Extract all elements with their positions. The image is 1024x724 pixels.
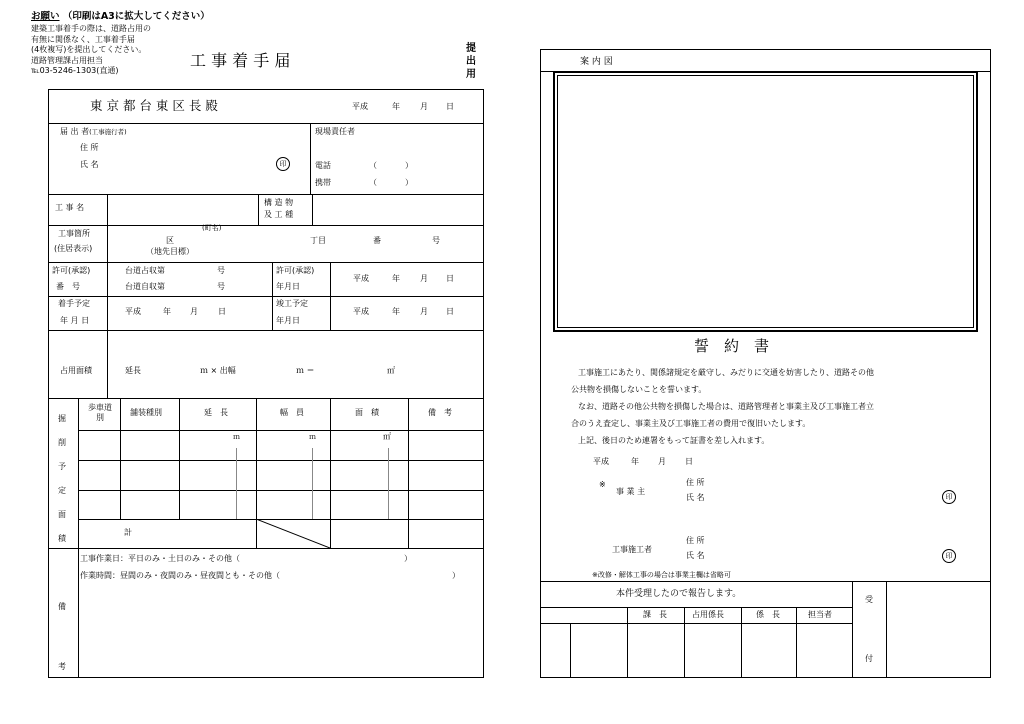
date-month: 月 xyxy=(420,102,428,111)
owner-label: 事 業 主 xyxy=(616,487,646,496)
applicant-label-text: 届 出 者 xyxy=(60,127,90,136)
excavation-side-char: 予 xyxy=(58,462,66,471)
mobile-label: 携帯 xyxy=(315,178,331,187)
submission-mark xyxy=(466,42,476,81)
remarks-side-char: 備 xyxy=(58,602,66,611)
permit-date-label: 許可(承認) xyxy=(276,266,315,275)
phone-paren-open: （ xyxy=(369,161,377,170)
contractor-name-label: 氏 名 xyxy=(686,551,705,560)
phone-label: 電話 xyxy=(315,161,331,170)
occupancy-label: 台道占収第 xyxy=(125,266,165,275)
date-era: 平成 xyxy=(352,102,368,111)
self-work-label: 台道自収第 xyxy=(125,282,165,291)
start-ymd-label: 年 月 日 xyxy=(60,316,90,325)
form-title: 工 事 着 手 届 xyxy=(190,51,291,70)
pledge-line: 工事施工にあたり、関係諸規定を厳守し、みだりに交通を妨害したり、道路その他 xyxy=(578,368,874,377)
submission-char: 出 xyxy=(466,56,476,67)
excavation-side-char: 定 xyxy=(58,486,66,495)
notice-line: 有無に関係なく、工事着手届 xyxy=(31,35,135,44)
remarks-side-label xyxy=(58,577,66,697)
area-sq-unit: ㎡ xyxy=(383,432,391,441)
pledge-line: 公共物を損傷しないことを誓います。 xyxy=(571,385,707,394)
notice-line: (4枚複写)を提出してください。 xyxy=(31,45,147,54)
applicant-label-sub: (工事施行者) xyxy=(89,128,127,136)
end-date-month: 月 xyxy=(420,307,428,316)
owner-note: ※改修・解体工事の場合は事業主欄は省略可 xyxy=(592,571,731,579)
chome-label: 丁目 xyxy=(310,236,326,245)
work-days-text: 工事作業日：平日のみ・土日のみ・その他（ xyxy=(80,554,240,563)
owner-mark: ※ xyxy=(599,480,606,489)
area-equals-label: ｍ ＝ xyxy=(296,366,315,375)
submission-char: 用 xyxy=(466,69,476,80)
notice-line: 道路管理課占用担当 xyxy=(31,56,103,65)
permit-date-year: 年 xyxy=(392,274,400,283)
excavation-side-char: 面 xyxy=(58,510,66,519)
receive-char: 受 xyxy=(865,595,873,604)
receipt-header: 係 長 xyxy=(756,610,780,619)
location-sub-label: (住居表示) xyxy=(54,244,93,253)
structure-label xyxy=(264,197,293,221)
column-header: 面 積 xyxy=(355,408,379,417)
application-form xyxy=(48,89,484,678)
pledge-title: 誓 約 書 xyxy=(694,337,770,355)
start-date-day: 日 xyxy=(218,307,226,316)
permit-ymd-label: 年月日 xyxy=(276,282,300,291)
end-date-era: 平成 xyxy=(353,307,369,316)
end-label: 竣工予定 xyxy=(276,299,308,308)
notice-title: お願い xyxy=(31,11,60,22)
column-header: 幅 員 xyxy=(280,408,304,417)
pledge-line: 合のうえ査定し、事業主及び工事施工者の費用で復旧いたします。 xyxy=(571,419,811,428)
start-date-year: 年 xyxy=(163,307,171,316)
applicant-label xyxy=(60,128,127,136)
date-year: 年 xyxy=(392,102,400,111)
contractor-address-label: 住 所 xyxy=(686,536,705,545)
width-unit: ｍ xyxy=(309,433,316,441)
landmark-label: （地先目標） xyxy=(146,247,194,256)
work-hours-close: ） xyxy=(452,571,460,580)
pledge-date-month: 月 xyxy=(658,457,666,466)
end-date-day: 日 xyxy=(446,307,454,316)
column-header: 歩車道別 xyxy=(88,403,112,422)
notice-subtitle: （印刷はA3に拡大してください） xyxy=(62,11,210,22)
addressee: 東 京 都 台 東 区 長 殿 xyxy=(90,98,218,113)
remarks-side-char: 考 xyxy=(58,662,66,671)
permit-date-day: 日 xyxy=(446,274,454,283)
permit-number-label: 番 号 xyxy=(56,282,80,291)
receipt-header: 占用係長 xyxy=(692,610,724,619)
pledge-date-era: 平成 xyxy=(593,457,609,466)
notice-line: 建築工事着手の際は、道路占用の xyxy=(31,24,151,33)
pledge-line: なお、道路その他公共物を損傷した場合は、道路管理者と事業主及び工事施工者立 xyxy=(578,402,874,411)
work-days-close: ） xyxy=(404,554,412,563)
column-header: 舗装種別 xyxy=(130,408,162,417)
permit-date-era: 平成 xyxy=(353,274,369,283)
location-label: 工事箇所 xyxy=(58,229,90,238)
go-label: 号 xyxy=(432,236,440,245)
area-width-label: ｍ × 出幅 xyxy=(200,366,236,375)
occupancy-go: 号 xyxy=(217,266,225,275)
end-ymd-label: 年月日 xyxy=(276,316,300,325)
construction-name-label: 工 事 名 xyxy=(55,203,85,212)
receipt-report: 本件受理したので報告します。 xyxy=(616,589,742,599)
contractor-label: 工事施工者 xyxy=(612,545,652,554)
permit-date-month: 月 xyxy=(420,274,428,283)
total-diagonal xyxy=(256,519,330,548)
start-date-month: 月 xyxy=(190,307,198,316)
structure-label-line: 構 造 物 xyxy=(264,198,294,207)
town-label: (町名) xyxy=(202,224,222,232)
pledge-date-day: 日 xyxy=(685,457,693,466)
receipt-header: 担当者 xyxy=(808,610,832,619)
applicant-address-label: 住 所 xyxy=(80,143,99,152)
submission-char: 提 xyxy=(466,43,476,54)
applicant-seal: 印 xyxy=(276,157,290,171)
excavation-side-char: 削 xyxy=(58,438,66,447)
self-work-go: 号 xyxy=(217,282,225,291)
map-area xyxy=(557,75,974,328)
total-label: 計 xyxy=(124,528,132,537)
work-hours-text: 作業時間：昼間のみ・夜間のみ・昼夜間とも・その他（ xyxy=(80,571,280,580)
date-day: 日 xyxy=(446,102,454,111)
pledge-date-year: 年 xyxy=(631,457,639,466)
start-label: 着手予定 xyxy=(58,299,90,308)
excavation-side-char: 掘 xyxy=(58,414,66,423)
excavation-side-char: 積 xyxy=(58,534,66,543)
site-manager-label: 現場責任者 xyxy=(315,127,355,136)
map-label: 案 内 図 xyxy=(580,57,613,67)
column-header: 備 考 xyxy=(428,408,452,417)
owner-address-label: 住 所 xyxy=(686,478,705,487)
excavation-side-label xyxy=(58,407,66,551)
area-length-label: 延長 xyxy=(125,366,141,375)
length-unit: ｍ xyxy=(233,433,240,441)
pledge-line: 上記、後日のため連署をもって証書を差し入れます。 xyxy=(578,436,770,445)
mobile-paren-open: （ xyxy=(369,178,377,187)
area-unit: ㎡ xyxy=(387,366,395,375)
applicant-name-label: 氏 名 xyxy=(80,160,99,169)
ban-label: 番 xyxy=(373,236,381,245)
notice-line: ℡03-5246-1303(直通) xyxy=(31,66,119,75)
owner-seal: 印 xyxy=(942,490,956,504)
permit-label: 許可(承認) xyxy=(52,266,91,275)
area-label: 占用面積 xyxy=(60,366,92,375)
mobile-paren-close: ） xyxy=(405,178,413,187)
receive-char: 付 xyxy=(865,654,873,663)
end-date-year: 年 xyxy=(392,307,400,316)
receipt-header: 課 長 xyxy=(643,610,667,619)
ward-label: 区 xyxy=(166,236,174,245)
column-header: 延 長 xyxy=(204,408,228,417)
structure-label-line: 及 工 種 xyxy=(264,210,294,219)
contractor-seal: 印 xyxy=(942,549,956,563)
phone-paren-close: ） xyxy=(405,161,413,170)
start-date-era: 平成 xyxy=(125,307,141,316)
owner-name-label: 氏 名 xyxy=(686,493,705,502)
notice-heading xyxy=(31,12,210,22)
